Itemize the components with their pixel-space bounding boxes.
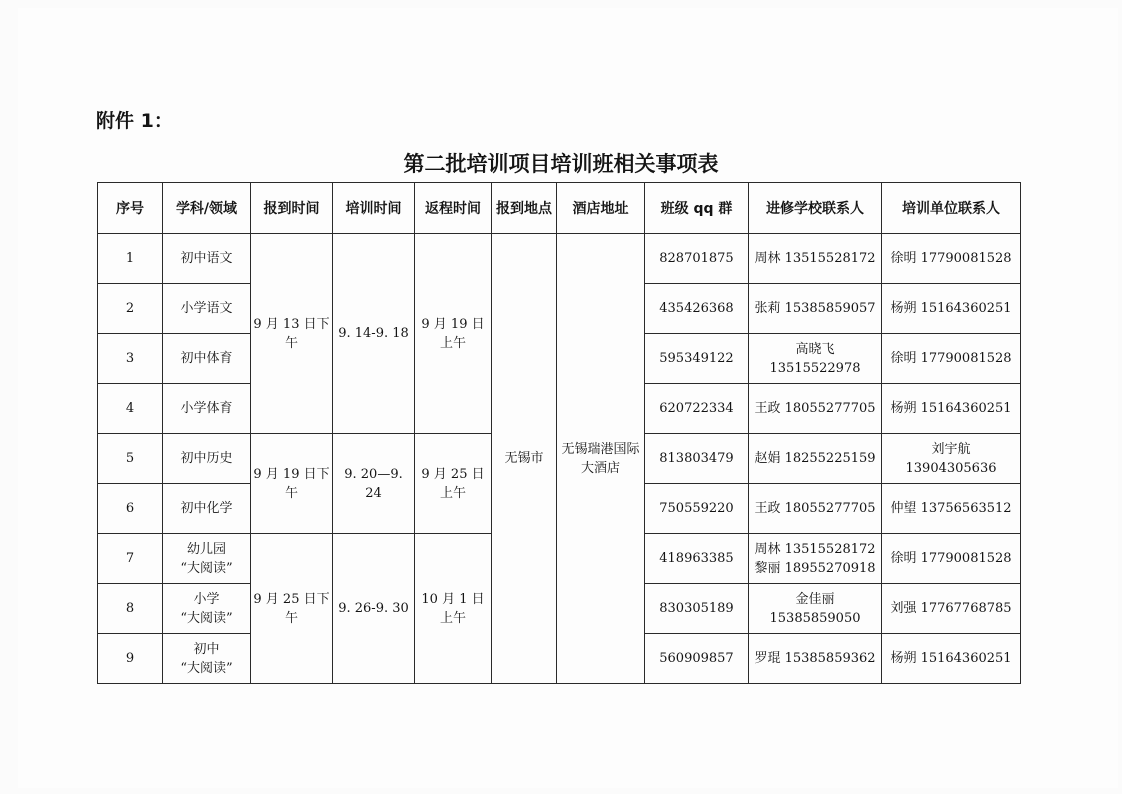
return-time-cell: 9 月 19 日上午 [415, 234, 492, 434]
subject-line: “大阅读” [180, 610, 233, 626]
qq-cell: 828701875 [645, 234, 749, 284]
table-row [98, 234, 1021, 284]
contact-line: 金佳丽 15385859050 [769, 591, 861, 626]
report-time-cell: 9 月 19 日下午 [251, 434, 333, 534]
subject-line: 小学语文 [180, 301, 233, 316]
subject-cell [163, 634, 251, 684]
subject-line: 小学体育 [180, 401, 233, 416]
header-qq-group: 班级 qq 群 [645, 183, 749, 234]
row-number: 2 [98, 284, 163, 334]
return-time-cell: 10 月 1 日上午 [415, 534, 492, 684]
contact-line: 周林 13515528172 [754, 541, 876, 557]
contact-line: 王政 18055277705 [754, 501, 876, 516]
unit-contact-cell: 刘强 17767768785 [882, 584, 1021, 634]
contact-line: 黎丽 18955270918 [754, 560, 876, 576]
subject-cell [163, 484, 251, 534]
row-number: 1 [98, 234, 163, 284]
unit-contact-cell: 徐明 17790081528 [882, 334, 1021, 384]
qq-cell: 620722334 [645, 384, 749, 434]
row-number: 5 [98, 434, 163, 484]
qq-cell: 560909857 [645, 634, 749, 684]
row-number: 8 [98, 584, 163, 634]
subject-line: 初中 [193, 641, 220, 657]
row-number: 9 [98, 634, 163, 684]
contact-line: 王政 18055277705 [754, 401, 876, 416]
subject-line: 幼儿园 [186, 541, 226, 557]
contact-line: 赵娟 18255225159 [754, 451, 876, 466]
attachment-label: 附件 1： [96, 110, 173, 132]
school-contact-cell [749, 634, 882, 684]
subject-line: “大阅读” [180, 660, 233, 676]
header-subject: 学科/领域 [163, 183, 251, 234]
hotel-cell: 无锡瑞港国际大酒店 [557, 234, 645, 684]
unit-contact-cell: 徐明 17790081528 [882, 534, 1021, 584]
header-location: 报到地点 [492, 183, 557, 234]
subject-line: 初中历史 [180, 451, 233, 466]
unit-contact-cell: 刘宇航 13904305636 [882, 434, 1021, 484]
unit-contact-cell: 仲望 13756563512 [882, 484, 1021, 534]
subject-cell [163, 284, 251, 334]
subject-cell [163, 534, 251, 584]
row-number: 6 [98, 484, 163, 534]
school-contact-cell [749, 234, 882, 284]
report-time-cell: 9 月 13 日下午 [251, 234, 333, 434]
row-number: 4 [98, 384, 163, 434]
contact-line: 张莉 15385859057 [754, 301, 876, 316]
qq-cell: 435426368 [645, 284, 749, 334]
document-title: 第二批培训项目培训班相关事项表 [403, 152, 719, 176]
unit-contact-cell: 杨朔 15164360251 [882, 634, 1021, 684]
qq-cell: 830305189 [645, 584, 749, 634]
qq-cell: 595349122 [645, 334, 749, 384]
subject-cell [163, 234, 251, 284]
unit-contact-cell: 徐明 17790081528 [882, 234, 1021, 284]
contact-line: 罗琨 15385859362 [754, 651, 876, 666]
unit-contact-cell: 杨朔 15164360251 [882, 284, 1021, 334]
school-contact-cell [749, 384, 882, 434]
training-time-cell: 9. 14-9. 18 [333, 234, 415, 434]
school-contact-cell [749, 584, 882, 634]
contact-line: 高晓飞 13515522978 [769, 341, 861, 376]
return-time-cell: 9 月 25 日上午 [415, 434, 492, 534]
row-number: 7 [98, 534, 163, 584]
header-training-time: 培训时间 [333, 183, 415, 234]
header-unit-contact: 培训单位联系人 [882, 183, 1021, 234]
header-hotel: 酒店地址 [557, 183, 645, 234]
training-schedule-table [97, 182, 1021, 684]
contact-line: 周林 13515528172 [754, 251, 876, 266]
header-return-time: 返程时间 [415, 183, 492, 234]
subject-line: 初中语文 [180, 251, 233, 266]
qq-cell: 750559220 [645, 484, 749, 534]
school-contact-cell [749, 534, 882, 584]
qq-cell: 418963385 [645, 534, 749, 584]
row-number: 3 [98, 334, 163, 384]
school-contact-cell [749, 434, 882, 484]
report-time-cell: 9 月 25 日下午 [251, 534, 333, 684]
unit-contact-cell: 杨朔 15164360251 [882, 384, 1021, 434]
school-contact-cell [749, 334, 882, 384]
subject-line: “大阅读” [180, 560, 233, 576]
header-report-time: 报到时间 [251, 183, 333, 234]
school-contact-cell [749, 284, 882, 334]
subject-line: 初中化学 [180, 501, 233, 516]
subject-cell [163, 584, 251, 634]
subject-cell [163, 434, 251, 484]
header-no: 序号 [98, 183, 163, 234]
training-time-cell: 9. 20—9. 24 [333, 434, 415, 534]
school-contact-cell [749, 484, 882, 534]
subject-line: 初中体育 [180, 351, 233, 366]
qq-cell: 813803479 [645, 434, 749, 484]
location-cell: 无锡市 [492, 234, 557, 684]
training-time-cell: 9. 26-9. 30 [333, 534, 415, 684]
subject-cell [163, 334, 251, 384]
subject-line: 小学 [193, 591, 220, 607]
subject-cell [163, 384, 251, 434]
header-row [98, 183, 1021, 234]
header-school-contact: 进修学校联系人 [749, 183, 882, 234]
